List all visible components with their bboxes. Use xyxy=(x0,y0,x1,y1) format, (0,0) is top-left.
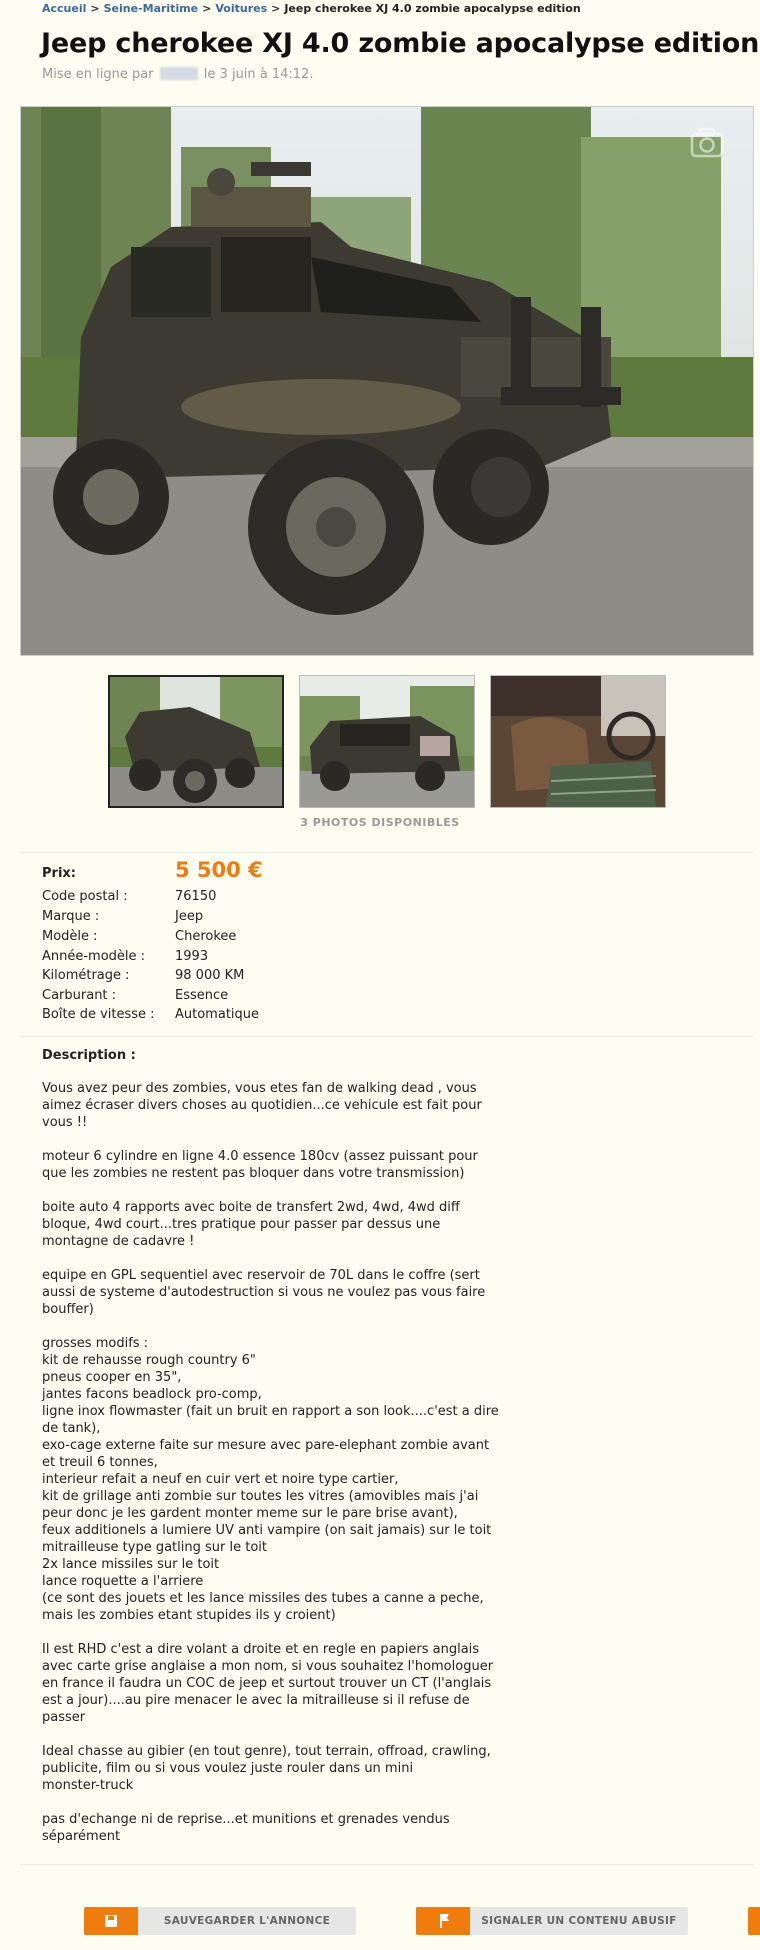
description-paragraph: Ideal chasse au gibier (en tout genre), tout terrain, offroad, crawling, publicite, film ou si vous voulez juste rouler dans un mini monster-truck xyxy=(42,1744,491,1793)
thumbnail-interior-image xyxy=(491,676,665,807)
spec-key: Modèle : xyxy=(42,929,98,944)
breadcrumb-separator: > xyxy=(90,2,100,15)
description-body xyxy=(42,1080,522,1862)
description-paragraph: grosses modifs : kit de rehausse rough country 6" pneus cooper en 35", jantes facons beadlock pro-comp, ligne inox flowmaster (fait un bruit en rapport a son look....c'est a dire de tank), exo-cage externe faite sur mesure avec pare-elephant zombie avant et treuil 6 tonnes, interieur refait a neuf en cuir vert et noire type cartier, kit de grillage anti zombie sur toutes les vitres (amovibles mais j'ai peur donc je les gardent monter meme sur le pare brise avant), feux additionels a lumiere UV anti vampire (on sait jamais) sur le toit mitrailleuse type gatling sur le toit 2x lance missiles sur le toit lance roquette a l'arriere (ce sont des jouets et les lance missiles des tubes a canne a peche, mais les zombies etant stupides ils y croient) xyxy=(42,1336,499,1623)
spec-value: Cherokee xyxy=(175,929,237,944)
spec-key: Marque : xyxy=(42,909,100,924)
price-label: Prix: xyxy=(42,866,76,881)
section-divider xyxy=(20,1864,754,1865)
breadcrumb xyxy=(42,2,581,15)
report-abuse-label: SIGNALER UN CONTENU ABUSIF xyxy=(481,1915,677,1927)
description-paragraph: pas d'echange ni de reprise...et munitions et grenades vendus séparément xyxy=(42,1812,450,1844)
spec-value: 98 000 KM xyxy=(175,968,245,983)
spec-key: Boîte de vitesse : xyxy=(42,1007,155,1022)
ad-title: Jeep cherokee XJ 4.0 zombie apocalypse edition xyxy=(41,28,760,59)
spec-key: Code postal : xyxy=(42,889,128,904)
photo-count-label: 3 PHOTOS DISPONIBLES xyxy=(300,816,460,829)
breadcrumb-separator: > xyxy=(202,2,212,15)
breadcrumb-category-link[interactable]: Voitures xyxy=(215,2,268,15)
save-ad-label: SAUVEGARDER L'ANNONCE xyxy=(163,1915,331,1927)
description-paragraph: Vous avez peur des zombies, vous etes fan de walking dead , vous aimez écraser divers choses au quotidien...ce vehicule est fait pour vous !! xyxy=(42,1081,482,1130)
spec-value: Essence xyxy=(175,988,229,1003)
thumbnail-jeep-front-image xyxy=(110,677,282,806)
thumbnail-2[interactable] xyxy=(299,675,475,808)
description-paragraph: moteur 6 cylindre en ligne 4.0 essence 180cv (assez puissant pour que les zombies ne restent pas bloquer dans votre transmission) xyxy=(42,1149,478,1181)
seller-name-redacted xyxy=(160,67,198,80)
share-button-partial[interactable] xyxy=(748,1907,760,1935)
spec-value: 76150 xyxy=(175,889,217,904)
spec-key: Carburant : xyxy=(42,988,117,1003)
breadcrumb-separator: > xyxy=(271,2,281,15)
report-icon-container xyxy=(416,1907,470,1935)
section-divider xyxy=(20,1036,754,1037)
spec-value: 1993 xyxy=(175,949,209,964)
posted-info xyxy=(42,67,313,82)
description-paragraph: boite auto 4 rapports avec boite de transfert 2wd, 4wd, 4wd diff bloque, 4wd court...tres pratique pour passer par dessus une montagne de cadavre ! xyxy=(42,1200,460,1249)
save-icon-container xyxy=(84,1907,138,1935)
thumbnail-strip xyxy=(108,675,668,810)
save-ad-button[interactable] xyxy=(84,1907,356,1935)
price-value: 5 500 € xyxy=(175,858,263,882)
spec-key: Année-modèle : xyxy=(42,949,146,964)
breadcrumb-home-link[interactable]: Accueil xyxy=(42,2,87,15)
floppy-save-icon xyxy=(84,1907,138,1935)
breadcrumb-current: Jeep cherokee XJ 4.0 zombie apocalypse edition xyxy=(284,2,581,15)
posted-date: le 3 juin à 14:12. xyxy=(203,67,314,82)
section-divider xyxy=(20,852,754,853)
main-photo[interactable] xyxy=(20,106,754,656)
thumbnail-3[interactable] xyxy=(490,675,666,808)
breadcrumb-region-link[interactable]: Seine-Maritime xyxy=(103,2,199,15)
thumbnail-jeep-side-image xyxy=(300,676,474,807)
camera-icon xyxy=(689,125,725,161)
flag-icon xyxy=(416,1907,470,1935)
spec-value: Jeep xyxy=(175,909,204,924)
spec-key: Kilométrage : xyxy=(42,968,130,983)
description-paragraph: Il est RHD c'est a dire volant a droite et en regle en papiers anglais avec carte grise anglaise a mon nom, si vous souhaitez l'homologuer en france il faudra un COC de jeep et surtout trouver un CT (l'anglais est a jour)....au pire menacer le avec la mitrailleuse si il refuse de passer xyxy=(42,1642,494,1725)
description-paragraph: equipe en GPL sequentiel avec reservoir de 70L dans le coffre (sert aussi de systeme d'autodestruction si vous ne voulez pas vous faire bouffer) xyxy=(42,1268,486,1317)
description-label: Description : xyxy=(42,1048,136,1063)
posted-prefix: Mise en ligne par xyxy=(42,67,154,82)
report-abuse-button[interactable] xyxy=(416,1907,688,1935)
jeep-photo-main xyxy=(21,107,754,656)
thumbnail-1[interactable] xyxy=(108,675,284,808)
spec-value: Automatique xyxy=(175,1007,260,1022)
